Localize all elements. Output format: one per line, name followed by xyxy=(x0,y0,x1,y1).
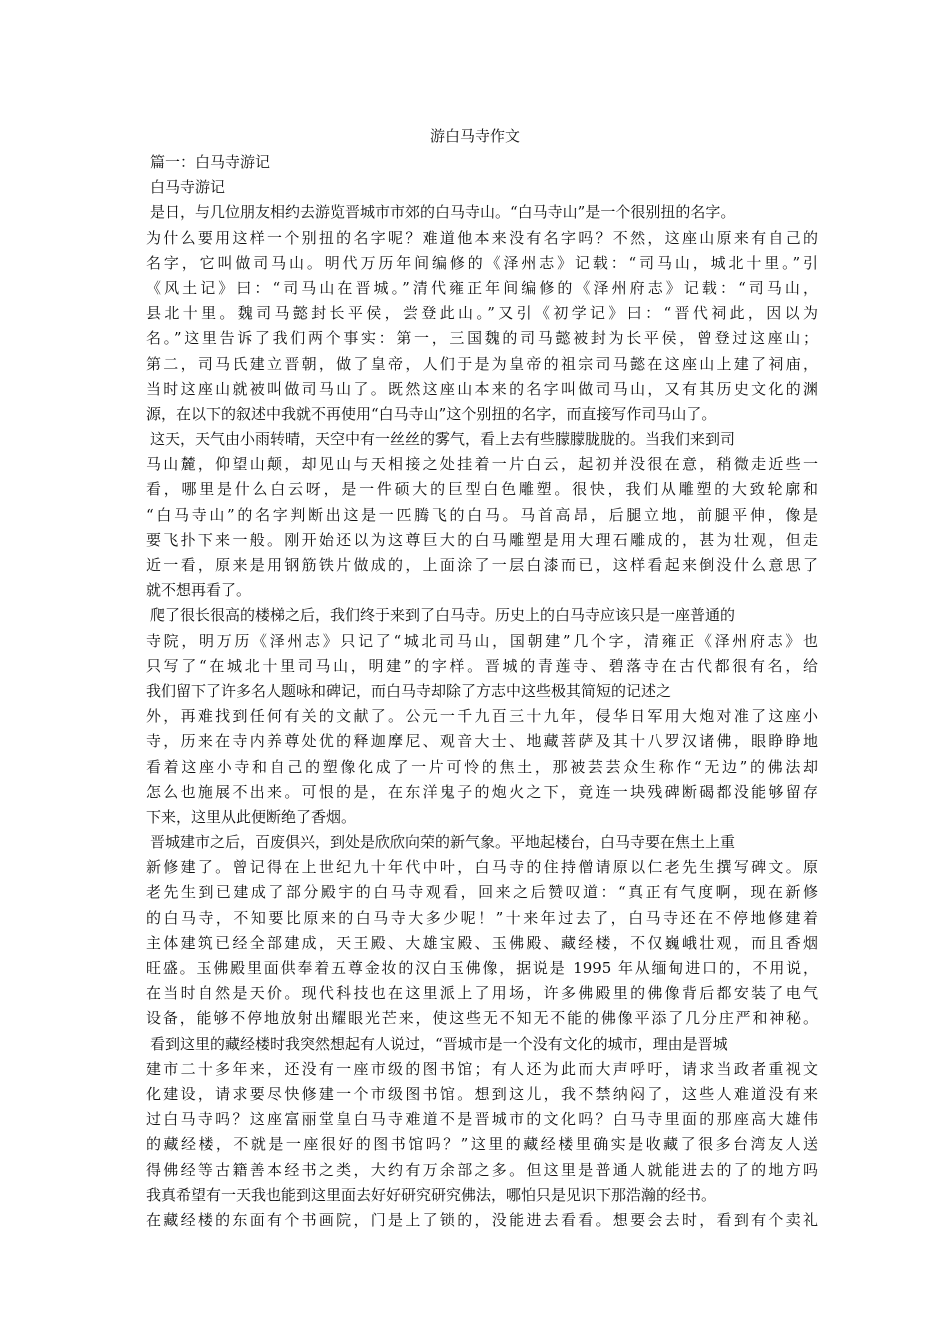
text-line: 当时这座山就被叫做司马山了。既然这座山本来的名字叫做司马山，又有其历史文化的渊 xyxy=(146,379,818,398)
text-line: 得佛经等古籍善本经书之类，大约有万余部之多。但这里是普通人就能进去的了的地方吗 xyxy=(146,1160,818,1179)
text-line: 这天，天气由小雨转晴，天空中有一丝丝的雾气，看上去有些朦朦胧胧的。当我们来到司 xyxy=(150,430,736,449)
text-line: 建市二十多年来，还没有一座市级的图书馆；有人还为此而大声呼吁，请求当政者重视文 xyxy=(146,1059,818,1078)
text-line: 我们留下了许多名人题咏和碑记，而白马寺却除了方志中这些极其简短的记述之 xyxy=(146,681,672,700)
document-title: 游白马寺作文 xyxy=(429,127,520,145)
text-line: 怎么也施展不出来。可恨的是，在东洋鬼子的炮火之下，竟连一块残碑断碣都没能够留存 xyxy=(146,782,818,801)
text-line: 老先生到已建成了部分殿宇的白马寺观看，回来之后赞叹道：“真正有气度啊，现在新修 xyxy=(146,883,818,902)
text-line: 下来，这里从此便断绝了香烟。 xyxy=(146,807,357,826)
document-body xyxy=(146,150,818,1233)
text-line: 爬了很长很高的楼梯之后，我们终于来到了白马寺。历史上的白马寺应该只是一座普通的 xyxy=(150,606,736,625)
text-line: 的白马寺，不知要比原来的白马寺大多少呢！”十来年过去了，白马寺还在不停地修建着 xyxy=(146,908,818,927)
text-line: 为什么要用这样一个别扭的名字呢？难道他本来没有名字吗？不然，这座山原来有自己的 xyxy=(146,228,818,247)
text-line: 名。”这里告诉了我们两个事实：第一，三国魏的司马懿被封为长平侯，曾登过这座山； xyxy=(146,329,818,348)
text-line: 主体建筑已经全部建成，天王殿、大雄宝殿、玉佛殿、藏经楼，不仅巍峨壮观，而且香烟 xyxy=(146,933,818,952)
text-line: 篇一：白马寺游记 xyxy=(150,153,271,171)
text-line: 县北十里。魏司马懿封长平侯，尝登此山。”又引《初学记》曰：“晋代祠此，因以为 xyxy=(146,304,818,323)
text-line: 我真希望有一天我也能到这里面去好好研究研究佛法，哪怕只是见识下那浩瀚的经书。 xyxy=(146,1185,717,1204)
text-line: 看，哪里是什么白云呀，是一件硕大的巨型白色雕塑。很快，我们从雕塑的大致轮廓和 xyxy=(146,480,818,499)
text-line: 要飞扑下来一般。刚开始还以为这尊巨大的白马雕塑是用大理石雕成的，甚为壮观，但走 xyxy=(146,530,818,549)
text-line: 在当时自然是天价。现代科技也在这里派上了用场，许多佛殿里的佛像背后都安装了电气 xyxy=(146,984,818,1003)
text-line: 看着这座小寺和自己的塑像化成了一片可怜的焦土，那被芸芸众生称作“无边”的佛法却 xyxy=(146,757,818,776)
text-line: 白马寺游记 xyxy=(150,178,226,197)
text-line: 近一看，原来是用钢筋铁片做成的，上面涂了一层白漆而已，这样看起来倒没什么意思了 xyxy=(146,556,818,574)
text-line: 设备，能够不停地放射出耀眼光芒来，使这些无不知无不能的佛像平添了几分庄严和神秘。 xyxy=(146,1009,818,1028)
text-line: 化建设，请求要尽快修建一个市级图书馆。想到这儿，我不禁纳闷了，这些人难道没有来 xyxy=(146,1084,818,1103)
text-line: 过白马寺吗？这座富丽堂皇白马寺难道不是晋城市的文化吗？白马寺里面的那座高大雄伟 xyxy=(146,1110,818,1129)
text-line: 旺盛。玉佛殿里面供奉着五尊金妆的汉白玉佛像，据说是 1995 年从缅甸进口的，不用说， xyxy=(146,959,818,977)
text-line: 晋城建市之后，百废俱兴，到处是欣欣向荣的新气象。平地起楼台，白马寺要在焦土上重 xyxy=(150,833,736,852)
text-line: 源，在以下的叙述中我就不再使用“白马寺山”这个别扭的名字，而直接写作司马山了。 xyxy=(146,404,717,423)
text-line: 寺，历来在寺内养尊处优的释迦摩尼、观音大士、地藏菩萨及其十八罗汉诸佛，眼睁睁地 xyxy=(146,732,818,751)
text-line: 寺院，明万历《泽州志》只记了“城北司马山，国朝建”几个字，清雍正《泽州府志》也 xyxy=(146,631,818,650)
text-line: 只写了“在城北十里司马山，明建”的字样。晋城的青莲寺、碧落寺在古代都很有名，给 xyxy=(146,656,818,675)
text-line: 在藏经楼的东面有个书画院，门是上了锁的，没能进去看看。想要会去时，看到有个卖礼 xyxy=(146,1210,818,1229)
text-line: 第二，司马氏建立晋朝，做了皇帝，人们于是为皇帝的祖宗司马懿在这座山上建了祠庙， xyxy=(146,354,818,373)
text-line: 是日，与几位朋友相约去游览晋城市市郊的白马寺山。“白马寺山”是一个很别扭的名字。 xyxy=(150,203,736,222)
text-line: 看到这里的藏经楼时我突然想起有人说过，“晋城市是一个没有文化的城市，理由是晋城 xyxy=(150,1034,728,1053)
text-line: 《风土记》曰：“司马山在晋城。”清代雍正年间编修的《泽州府志》记载：“司马山， xyxy=(146,278,818,297)
text-line: “白马寺山”的名字判断出这是一匹腾飞的白马。马首高昂，后腿立地，前腿平伸，像是 xyxy=(146,505,818,524)
text-line: 外，再难找到任何有关的文献了。公元一千九百三十九年，侵华日军用大炮对准了这座小 xyxy=(146,707,818,726)
text-line: 就不想再看了。 xyxy=(146,581,252,600)
text-line: 新修建了。曾记得在上世纪九十年代中叶，白马寺的住持僧请原以仁老先生撰写碑文。原 xyxy=(146,858,818,877)
text-line: 的藏经楼，不就是一座很好的图书馆吗？”这里的藏经楼里确实是收藏了很多台湾友人送 xyxy=(146,1135,818,1154)
text-line: 名字，它叫做司马山。明代万历年间编修的《泽州志》记载：“司马山，城北十里。”引 xyxy=(146,253,818,272)
text-line: 马山麓，仰望山颠，却见山与天相接之处挂着一片白云，起初并没很在意，稍微走近些一 xyxy=(146,455,818,474)
